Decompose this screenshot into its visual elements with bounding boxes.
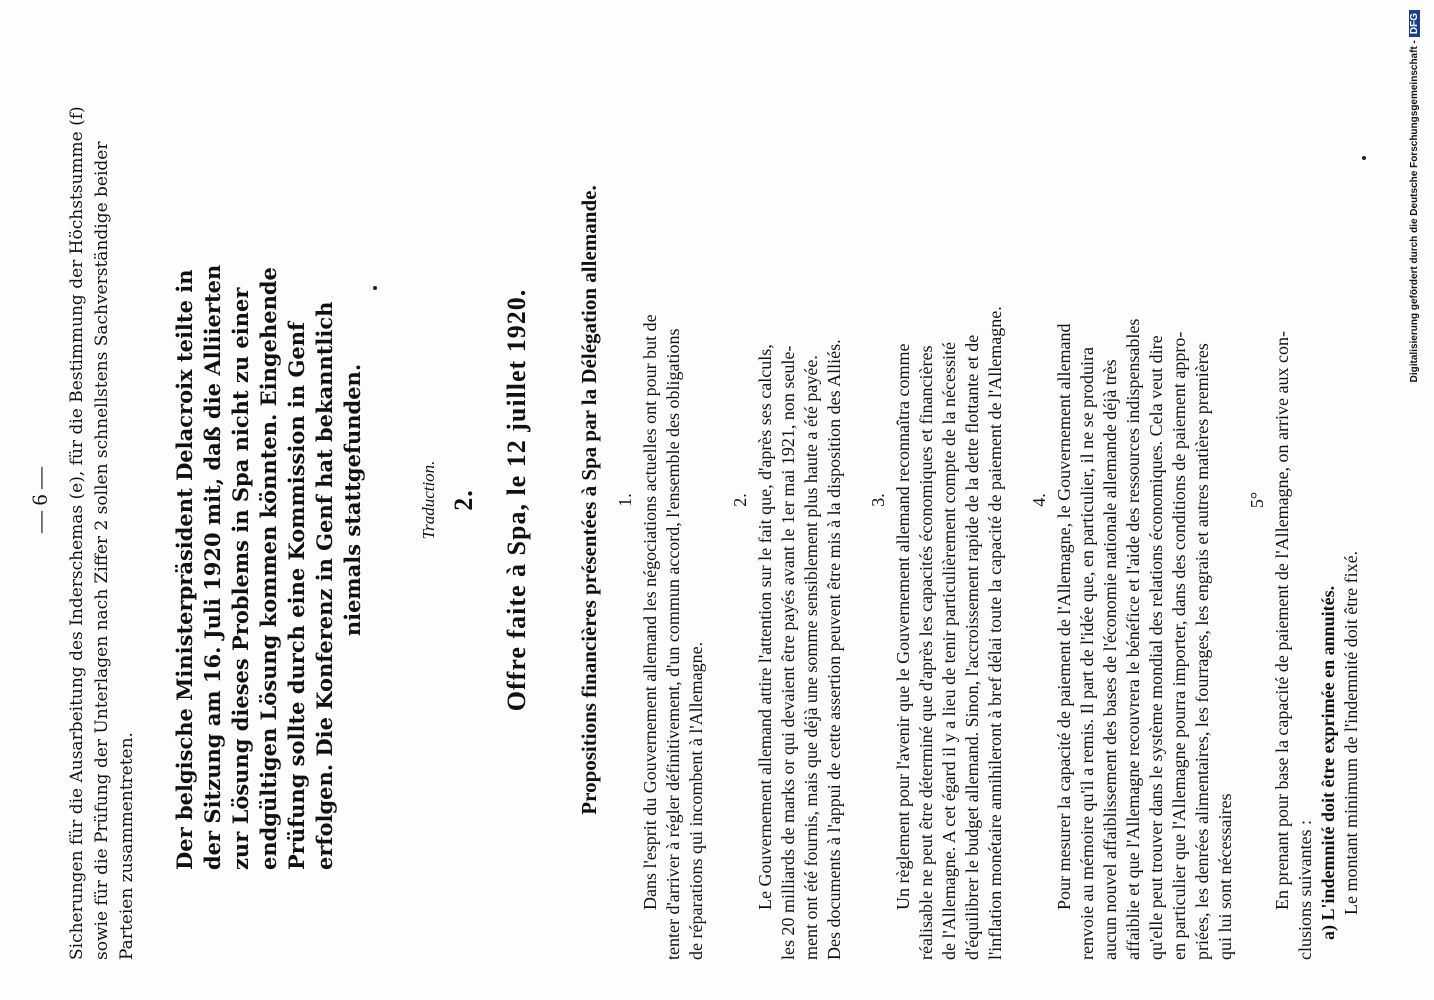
- german-intro-line-3: Parteien zusammentreten.: [117, 732, 137, 960]
- section-2-line-1: Le Gouvernement allemand attire l'attention sur le fait que, d'après ses calculs,: [755, 344, 775, 910]
- digitization-credit-text: Digitalisierung gefördert durch die Deutsche Forschungsgemeinschaft -: [1409, 40, 1420, 383]
- german-bold-line-2: der Sitzung am 16. Juli 1920 mit, daß die Alliierten: [200, 264, 225, 870]
- section-3-line-2: réalisable ne peut être déterminé que d'après les capacités économiques et financières: [916, 345, 936, 960]
- german-bold-line-1: Der belgische Ministerpräsident Delacroix teilte in: [172, 269, 197, 870]
- section-number: 2.: [449, 489, 478, 511]
- german-intro-line-1: Sicherungen für die Ausarbeitung des Inderschemas (e), für die Bestimmung der Höchstsumme (f): [67, 106, 87, 960]
- german-bold-line-6: erfolgen. Die Konferenz in Genf hat bekanntlich: [312, 301, 337, 870]
- list-item-a: a) L'indemnité doit être exprimée en annuités.: [1318, 585, 1338, 940]
- section-3-line-3: de l'Allemagne. A cet égard il y a lieu de tenir particulièrement compte de la nécessité: [939, 342, 959, 960]
- list-item-a-continuation: Le montant minimum de l'indemnité doit être fixé.: [1341, 550, 1361, 915]
- section-2-line-2: les 20 milliards de marks or qui devaient être payés avant le 1er mai 1921, non seule-: [778, 345, 798, 960]
- section-3-line-4: d'équilibrer le budget allemand. Sinon, l'accroissement rapide de la dette flottante et de: [962, 334, 982, 960]
- section-4-number: 4.: [1029, 493, 1049, 507]
- section-4-line-3: aucun nouvel affaiblissement des bases de l'économie nationale allemande déjà très: [1100, 359, 1120, 960]
- german-bold-line-4: endgültigen Lösung kommen könnten. Eingehende: [256, 267, 281, 870]
- section-4-line-6: en particulier que l'Allemagne pourra importer, dans des conditions de paiement appro-: [1169, 331, 1189, 960]
- page-number: — 6 —: [27, 467, 52, 533]
- translation-label: Traduction.: [419, 460, 438, 540]
- german-intro-line-2: sowie für die Prüfung der Unterlagen nach Ziffer 2 sollen schnellstens Sachverständige beider: [92, 141, 112, 960]
- section-3-line-1: Un règlement pour l'avenir que le Gouvernement allemand reconnaîtra comme: [893, 343, 913, 910]
- section-1-line-1: Dans l'esprit du Gouvernement allemand les négociations actuelles ont pour but de: [640, 314, 660, 910]
- section-3-line-5: l'inflation monétaire annihileront à bref délai toute la capacité de paiement de l'Allemagne.: [985, 306, 1005, 960]
- section-2-number: 2.: [730, 493, 750, 507]
- section-5-line-2: clusions suivantes :: [1295, 820, 1315, 960]
- section-3-number: 3.: [868, 493, 888, 507]
- offer-title: Offre faite à Spa, le 12 juillet 1920.: [502, 288, 531, 712]
- section-1-number: 1.: [615, 493, 635, 507]
- section-2-line-3: ment ont été fournis, mais que déjà une somme sensiblement plus haute a été payée.: [801, 355, 821, 960]
- digitization-credit-stamp: [1405, 10, 1434, 390]
- section-4-line-1: Pour mesurer la capacité de paiement de l'Allemagne, le Gouvernement allemand: [1054, 323, 1074, 910]
- section-4-line-2: renvoie au mémoire qu'il a remis. Il part de l'idée que, en particulier, il ne se produira: [1077, 346, 1097, 960]
- section-4-line-7: priées, les denrées alimentaires, les fourrages, les engrais et autres matières premières: [1192, 343, 1212, 960]
- section-2-line-4: Des documents à l'appui de cette assertion peuvent être mis à la disposition des Alliés.: [824, 339, 844, 960]
- german-bold-line-7: niemals stattgefunden.: [340, 363, 365, 637]
- section-4-line-4: affaiblie et que l'Allemagne recouvrera le bénéfice et l'aide des ressources indispensables: [1123, 318, 1143, 960]
- section-4-line-5: qu'elle peut trouver dans le système mondial des relations économiques. Cela veut dire: [1146, 335, 1166, 960]
- section-4-line-8: qui lui sont nécessaires: [1215, 793, 1235, 960]
- german-bold-line-5: Prüfung sollte durch eine Kommission in Genf: [284, 321, 309, 870]
- section-5-number: 5°: [1247, 491, 1267, 509]
- ink-dot: [373, 286, 377, 290]
- propositions-title: Propositions financières présentées à Spa par la Délégation allemande.: [577, 185, 601, 815]
- section-1-line-3: de réparations qui incombent à l'Allemagne.: [686, 641, 706, 960]
- rotated-document-page: [0, 20, 1434, 980]
- section-5-line-1: En prenant pour base la capacité de paiement de l'Allemagne, on arrive aux con-: [1272, 331, 1292, 910]
- dfg-logo: DFG: [1409, 10, 1420, 37]
- ink-dot: [1362, 156, 1366, 160]
- section-1-line-2: tenter d'arriver à régler définitivement, d'un commun accord, l'ensemble des obligations: [663, 328, 683, 960]
- german-bold-line-3: zur Lösung dieses Problems in Spa nicht zu einer: [228, 287, 253, 870]
